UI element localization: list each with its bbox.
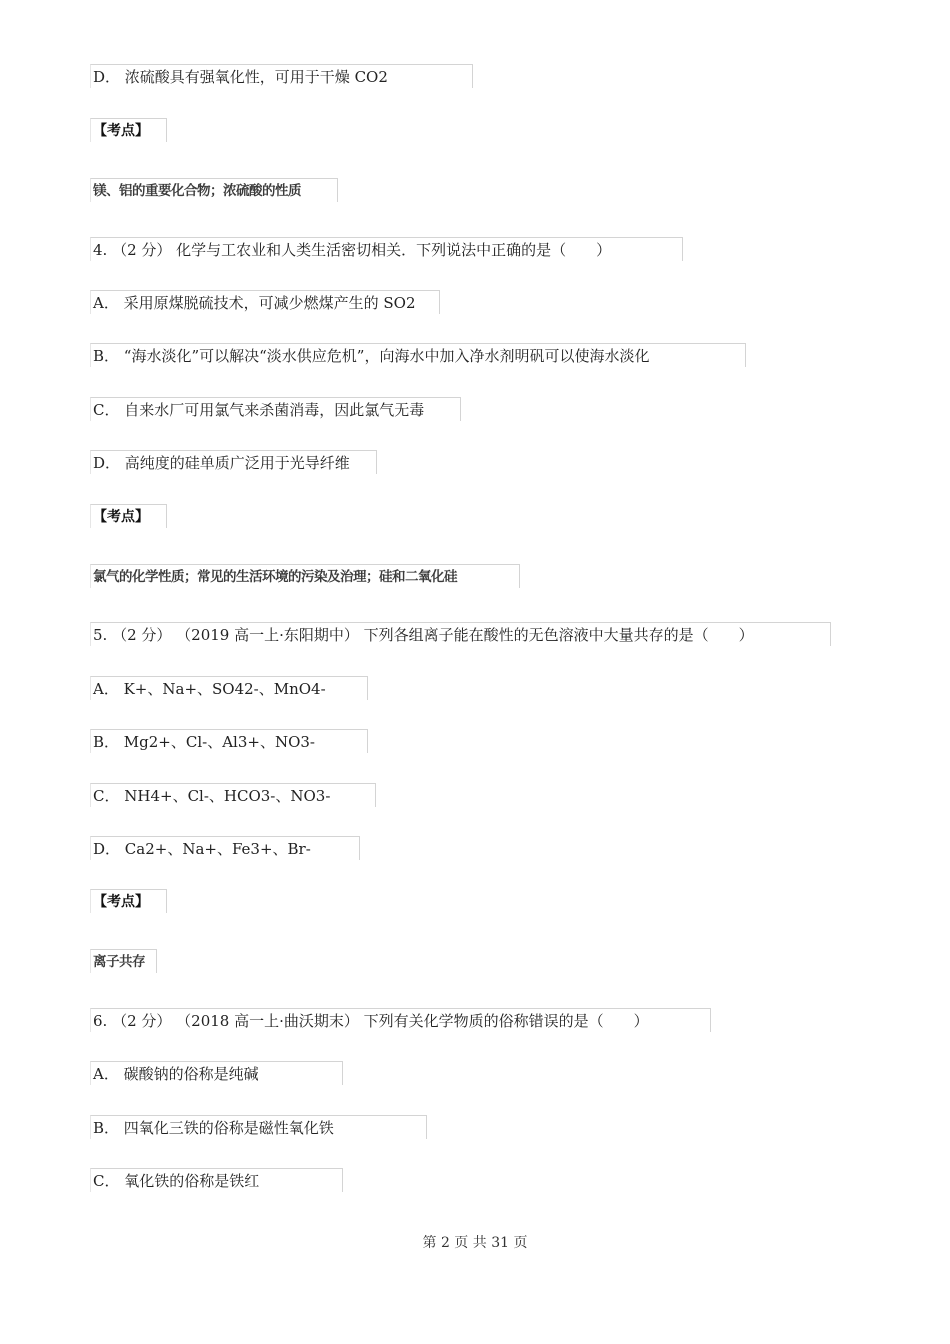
q6-stem: 6. （2 分） （2018 高一上·曲沃期末） 下列有关化学物质的俗称错误的是（ ） xyxy=(90,1008,711,1032)
q4-stem: 4. （2 分） 化学与工农业和人类生活密切相关．下列说法中正确的是（ ） xyxy=(90,237,683,261)
kaodian-label: 【考点】 xyxy=(90,889,167,913)
kaodian-label: 【考点】 xyxy=(90,118,167,142)
q4-option-a: A． 采用原煤脱硫技术，可减少燃煤产生的 SO2 xyxy=(90,290,440,314)
q5-stem: 5. （2 分） （2019 高一上·东阳期中） 下列各组离子能在酸性的无色溶液中大量共存的是（ ） xyxy=(90,622,831,646)
page-footer: 第 2 页 共 31 页 xyxy=(422,1235,528,1251)
q5-kaodian: 离子共存 xyxy=(90,949,157,973)
q4-option-b: B． “海水淡化”可以解决“淡水供应危机”，向海水中加入净水剂明矾可以使海水淡化 xyxy=(90,343,746,367)
q6-option-a: A． 碳酸钠的俗称是纯碱 xyxy=(90,1061,343,1085)
q4-kaodian: 氯气的化学性质；常见的生活环境的污染及治理；硅和二氧化硅 xyxy=(90,564,520,588)
q5-option-a: A． K+、Na+、SO42-、MnO4- xyxy=(90,676,368,700)
q5-option-d: D． Ca2+、Na+、Fe3+、Br- xyxy=(90,836,360,860)
kaodian-label: 【考点】 xyxy=(90,504,167,528)
q6-option-c: C． 氧化铁的俗称是铁红 xyxy=(90,1168,343,1192)
q4-option-c: C． 自来水厂可用氯气来杀菌消毒，因此氯气无毒 xyxy=(90,397,461,421)
q3-option-d: D． 浓硫酸具有强氧化性，可用于干燥 CO2 xyxy=(90,64,473,88)
q4-option-d: D． 高纯度的硅单质广泛用于光导纤维 xyxy=(90,450,377,474)
q3-kaodian: 镁、铝的重要化合物；浓硫酸的性质 xyxy=(90,178,338,202)
q5-option-c: C． NH4+、Cl-、HCO3-、NO3- xyxy=(90,783,376,807)
q5-option-b: B． Mg2+、Cl-、Al3+、NO3- xyxy=(90,729,368,753)
q6-option-b: B． 四氧化三铁的俗称是磁性氧化铁 xyxy=(90,1115,427,1139)
